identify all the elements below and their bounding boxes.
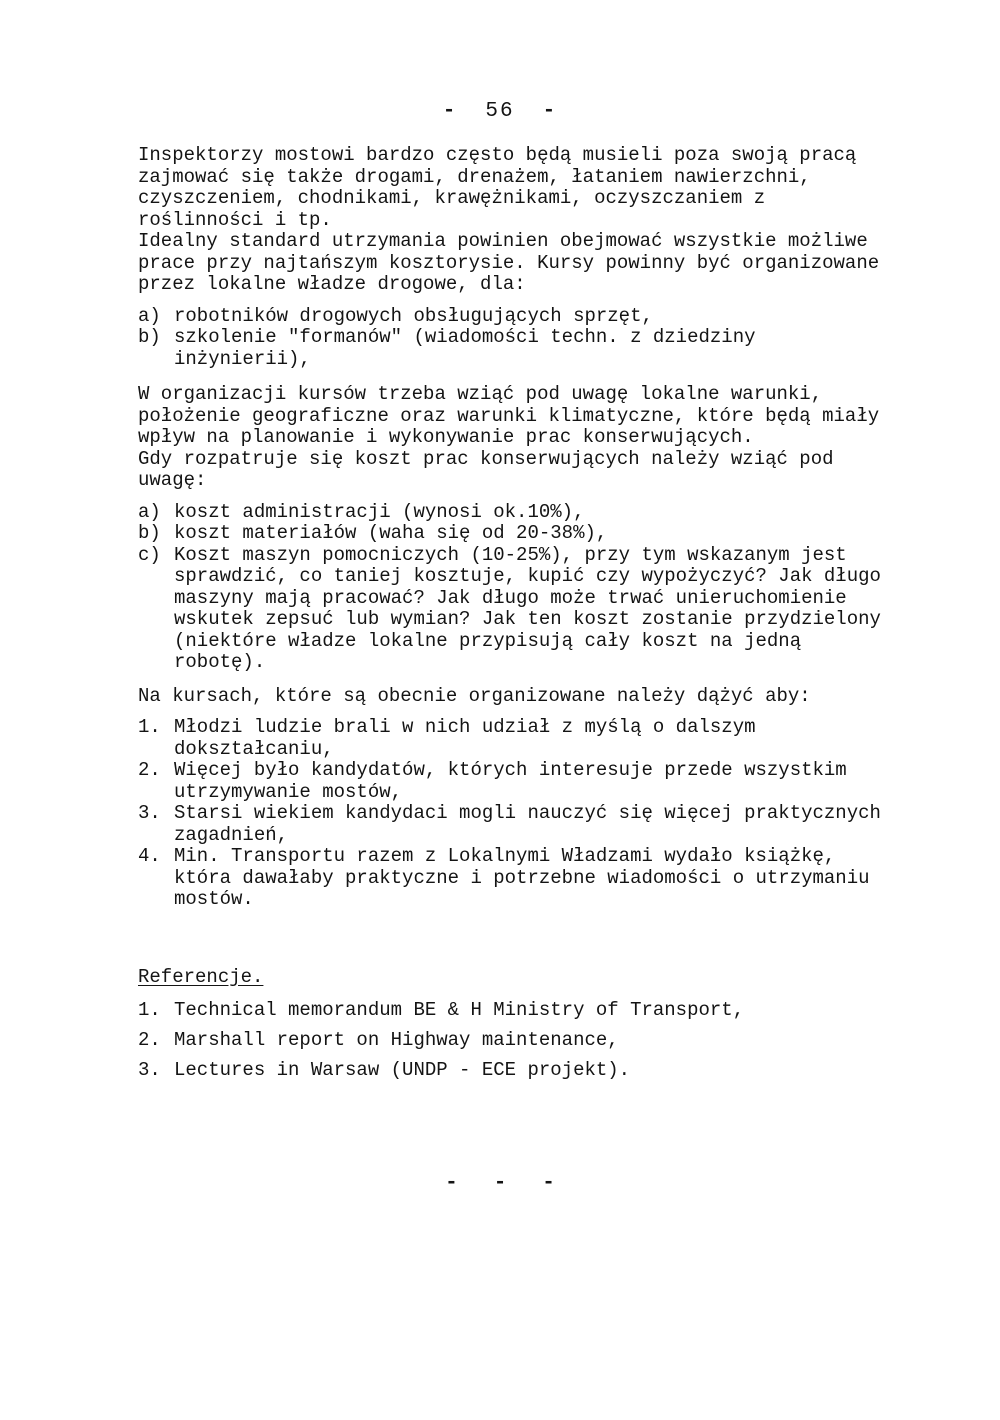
references-heading: Referencje. [138,965,264,988]
list-item-text: Młodzi ludzie brali w nich udział z myślą o dalszym dokształcaniu, [174,716,756,760]
list-marker: 3. [138,802,161,824]
page-number-dash-left: - [442,100,458,123]
paragraph-aims-intro: Na kursach, które są obecnie organizowane należy dążyć aby: [138,684,811,707]
page-number-dash-right: - [542,100,558,123]
list-item [138,502,898,524]
list-marker: a) [138,304,161,327]
end-dash: - [542,1172,555,1195]
end-dash: - [493,1172,507,1195]
list-item-text: robotników drogowych obsługujących sprzęt, [174,304,653,327]
list-item-text: koszt materiałów (waha się od 20-38%), [174,522,608,544]
paragraph-standard: Idealny standard utrzymania powinien obejmować wszystkie możliwe prace przy najtańszym kosztorysie. Kursy powinny być organizowane przez lokalne władze drogowe, dla: [138,230,880,295]
reference-text: Technical memorandum BE & H Ministry of Transport, [174,999,745,1021]
list-item [138,306,898,328]
list-item [138,545,898,674]
references-list [138,1000,898,1082]
cost-list [138,502,898,674]
list-marker: c) [138,543,161,566]
body-text [138,145,898,1090]
list-item-text: koszt administracji (wynosi ok.10%), [174,500,585,523]
list-marker: 4. [138,845,161,867]
list-item [138,760,898,803]
reference-item [138,1000,898,1022]
list-marker: 1. [138,716,161,738]
list-marker: 3. [138,1059,161,1081]
reference-item [138,1060,898,1082]
aims-list [138,717,898,911]
paragraph-organization: W organizacji kursów trzeba wziąć pod uwagę lokalne warunki, położenie geograficzne oraz warunki klimatyczne, które będą miały wpływ na planowanie i wykonywanie prac konserwujących. [138,383,880,448]
list-item [138,327,898,370]
reference-text: Marshall report on Highway maintenance, [174,1029,619,1051]
list-item-text: Starsi wiekiem kandydaci mogli nauczyć się więcej praktycznych zagadnień, [174,802,881,846]
page-number-line [0,100,1000,123]
list-marker: b) [138,522,161,544]
list-marker: a) [138,500,161,523]
reference-text: Lectures in Warsaw (UNDP - ECE projekt). [174,1059,631,1081]
page-number: 56 [485,100,515,123]
end-dash: - [445,1172,458,1195]
list-item-text: Koszt maszyn pomocniczych (10-25%), przy tym wskazanym jest sprawdzić, co taniej kosztuje, kupić czy wypożyczyć? Jak długo maszyny mają pracować? Jak długo może trwać unieruchomienie wskutek zepsuć lub wymian? Jak ten koszt zostanie przydzielony (niektóre władze lokalne przypisują cały koszt na jedną robotę). [174,543,881,673]
paragraph-cost-intro: Gdy rozpatruje się koszt prac konserwujących należy wziąć pod uwagę: [138,447,834,491]
list-item-text: szkolenie "formanów" (wiadomości techn. z dziedziny inżynierii), [174,326,756,370]
paragraph-inspectors: Inspektorzy mostowi bardzo często będą musieli poza swoją pracą zajmować się także drogami, drenażem, łataniem nawierzchni, czyszczeniem, chodnikami, krawężnikami, oczyszczaniem z roślinności i tp. [138,144,857,231]
list-item [138,523,898,545]
list-item [138,803,898,846]
list-item [138,846,898,911]
courses-list [138,306,898,371]
list-marker: 2. [138,1029,161,1051]
end-of-section-mark [0,1172,1000,1195]
list-item [138,717,898,760]
reference-item [138,1030,898,1052]
list-item-text: Min. Transportu razem z Lokalnymi Władzami wydało książkę, która dawałaby praktyczne i potrzebne wiadomości o utrzymaniu mostów. [174,845,870,910]
list-marker: b) [138,326,161,348]
list-item-text: Więcej było kandydatów, których interesuje przede wszystkim utrzymywanie mostów, [174,759,847,803]
list-marker: 2. [138,759,161,781]
list-marker: 1. [138,999,161,1021]
